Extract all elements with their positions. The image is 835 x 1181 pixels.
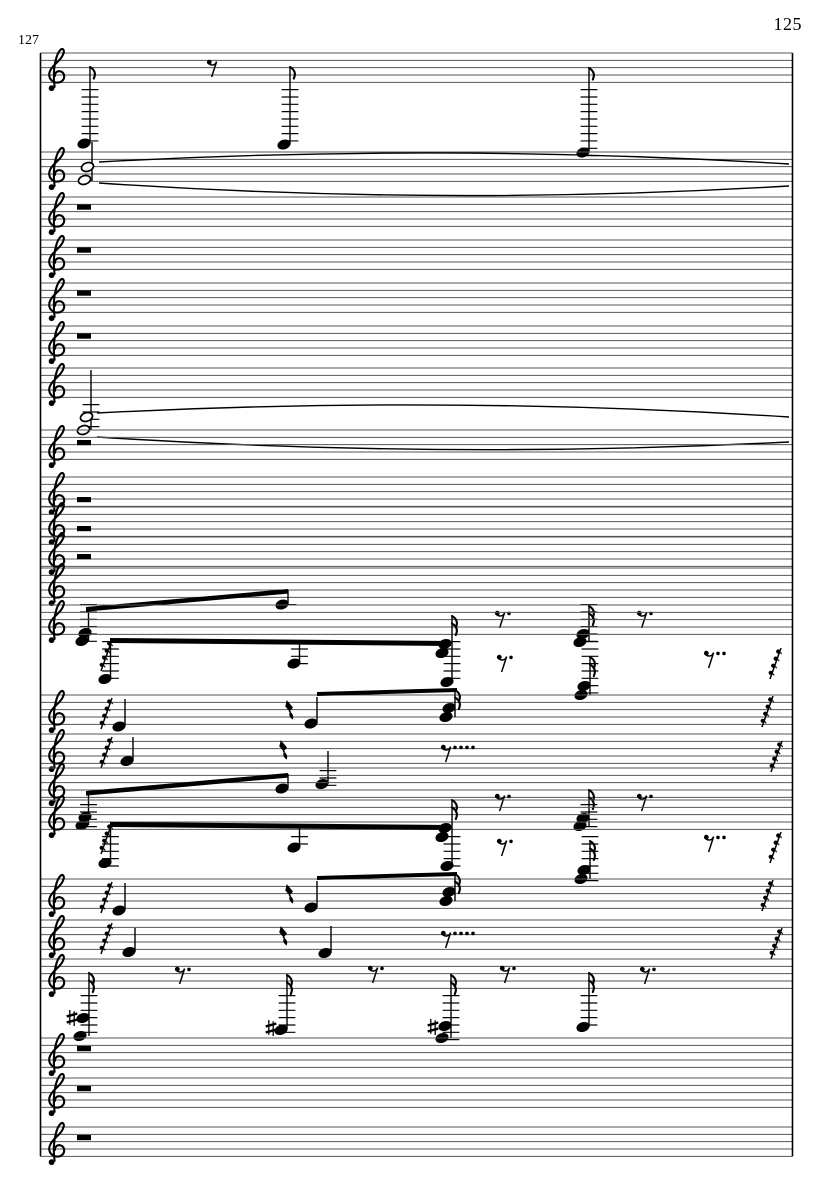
eighth-rest bbox=[368, 966, 384, 983]
note bbox=[77, 67, 99, 150]
treble-clef-icon bbox=[49, 193, 64, 235]
treble-clef-icon bbox=[49, 1034, 64, 1076]
staff-12 bbox=[41, 564, 793, 648]
tie bbox=[99, 153, 789, 164]
note bbox=[112, 883, 126, 917]
multiflag-rest bbox=[769, 648, 782, 679]
note bbox=[428, 975, 460, 1044]
tie bbox=[99, 183, 789, 196]
treble-clef-icon bbox=[49, 875, 64, 917]
notehead bbox=[304, 717, 318, 729]
whole-rest bbox=[77, 497, 91, 502]
note bbox=[112, 699, 126, 733]
treble-clef-icon bbox=[49, 426, 64, 468]
note bbox=[122, 928, 136, 958]
staff-6 bbox=[41, 322, 793, 364]
treble-clef-icon bbox=[49, 916, 64, 958]
notehead bbox=[275, 782, 289, 794]
treble-clef-icon bbox=[49, 691, 64, 733]
note bbox=[76, 370, 99, 436]
notehead bbox=[576, 1021, 590, 1033]
beam bbox=[86, 589, 288, 612]
whole-rest bbox=[77, 205, 91, 210]
tie bbox=[97, 437, 789, 450]
tie bbox=[97, 405, 789, 417]
sharp-icon bbox=[266, 1020, 277, 1036]
treble-clef-icon bbox=[49, 533, 64, 575]
notehead bbox=[318, 947, 332, 959]
staff-4 bbox=[41, 236, 793, 278]
staff-14 bbox=[41, 688, 793, 733]
treble-clef-icon bbox=[49, 49, 64, 91]
beam bbox=[110, 638, 451, 646]
multiflag-rest bbox=[761, 696, 774, 727]
staff-10 bbox=[41, 503, 793, 545]
note-flag-icon bbox=[290, 67, 295, 79]
eighth-rest bbox=[441, 931, 475, 948]
notehead bbox=[439, 711, 453, 723]
eighth-rest bbox=[495, 794, 511, 811]
notehead bbox=[435, 831, 449, 843]
note bbox=[67, 973, 98, 1042]
notehead bbox=[77, 137, 91, 149]
notehead bbox=[76, 1012, 90, 1024]
note bbox=[576, 973, 598, 1033]
whole-rest bbox=[77, 1086, 91, 1091]
note bbox=[435, 800, 461, 872]
eighth-rest bbox=[500, 966, 516, 983]
staff-20 bbox=[41, 955, 793, 1044]
eighth-rest bbox=[497, 839, 513, 856]
treble-clef-icon bbox=[49, 236, 64, 278]
note-flag-icon bbox=[90, 67, 95, 79]
staff-21 bbox=[41, 1034, 793, 1076]
multiflag-rest bbox=[770, 928, 783, 959]
eighth-rest bbox=[441, 745, 475, 762]
treble-clef-icon bbox=[49, 364, 64, 406]
whole-rest bbox=[77, 526, 91, 531]
notehead bbox=[315, 778, 329, 790]
whole-rest bbox=[77, 334, 91, 339]
treble-clef-icon bbox=[49, 955, 64, 997]
staff-19 bbox=[41, 916, 793, 959]
staff-5 bbox=[41, 279, 793, 321]
staff-7 bbox=[41, 364, 793, 450]
note bbox=[576, 68, 598, 159]
multiflag-rest bbox=[770, 741, 783, 772]
eighth-rest bbox=[704, 651, 726, 668]
treble-clef-icon bbox=[49, 148, 64, 190]
measure-number: 127 bbox=[18, 33, 39, 48]
note bbox=[315, 751, 337, 790]
whole-rest bbox=[77, 1046, 91, 1051]
staff-3 bbox=[41, 193, 793, 235]
note bbox=[77, 142, 94, 186]
staff-15 bbox=[41, 730, 793, 790]
staff-13 bbox=[41, 601, 793, 701]
treble-clef-icon bbox=[49, 279, 64, 321]
whole-rest bbox=[77, 1135, 91, 1140]
treble-clef-icon bbox=[49, 601, 64, 643]
note bbox=[287, 641, 308, 670]
note-flag-icon bbox=[589, 68, 594, 80]
notehead bbox=[77, 174, 91, 186]
eighth-rest bbox=[704, 835, 726, 852]
note bbox=[574, 642, 599, 701]
eighth-rest bbox=[207, 60, 217, 77]
treble-clef-icon bbox=[49, 1123, 64, 1165]
staff-1 bbox=[41, 49, 793, 159]
notehead bbox=[439, 895, 453, 907]
staff-18 bbox=[41, 872, 793, 917]
page-number: 125 bbox=[773, 14, 802, 34]
treble-clef-icon bbox=[49, 730, 64, 772]
beam bbox=[86, 773, 288, 796]
note bbox=[277, 67, 299, 151]
note bbox=[318, 926, 332, 959]
multiflag-rest bbox=[769, 832, 782, 863]
note bbox=[75, 792, 97, 831]
eighth-rest bbox=[497, 655, 513, 672]
notehead bbox=[438, 1020, 452, 1032]
notehead bbox=[304, 901, 318, 913]
note bbox=[573, 790, 598, 832]
staff-9 bbox=[41, 473, 793, 515]
whole-rest bbox=[77, 248, 91, 253]
staff-22 bbox=[41, 1074, 793, 1116]
note bbox=[574, 837, 599, 885]
notehead bbox=[277, 138, 291, 150]
eighth-rest bbox=[637, 794, 653, 811]
multiflag-rest bbox=[761, 880, 774, 911]
sharp-icon bbox=[428, 1019, 439, 1035]
staff-23 bbox=[41, 1123, 793, 1165]
notehead bbox=[120, 755, 134, 767]
treble-clef-icon bbox=[49, 322, 64, 364]
whole-rest bbox=[77, 440, 91, 445]
note bbox=[75, 605, 97, 647]
notehead bbox=[122, 946, 136, 958]
note bbox=[266, 975, 296, 1036]
whole-rest bbox=[77, 554, 91, 559]
notehead bbox=[112, 720, 126, 732]
whole-rest bbox=[77, 291, 91, 296]
staff-2 bbox=[41, 142, 793, 196]
staff-11 bbox=[41, 533, 793, 575]
treble-clef-icon bbox=[49, 1074, 64, 1116]
beam bbox=[110, 822, 451, 830]
sharp-icon bbox=[67, 1010, 78, 1026]
notehead bbox=[112, 904, 126, 916]
staff-17 bbox=[41, 796, 793, 885]
